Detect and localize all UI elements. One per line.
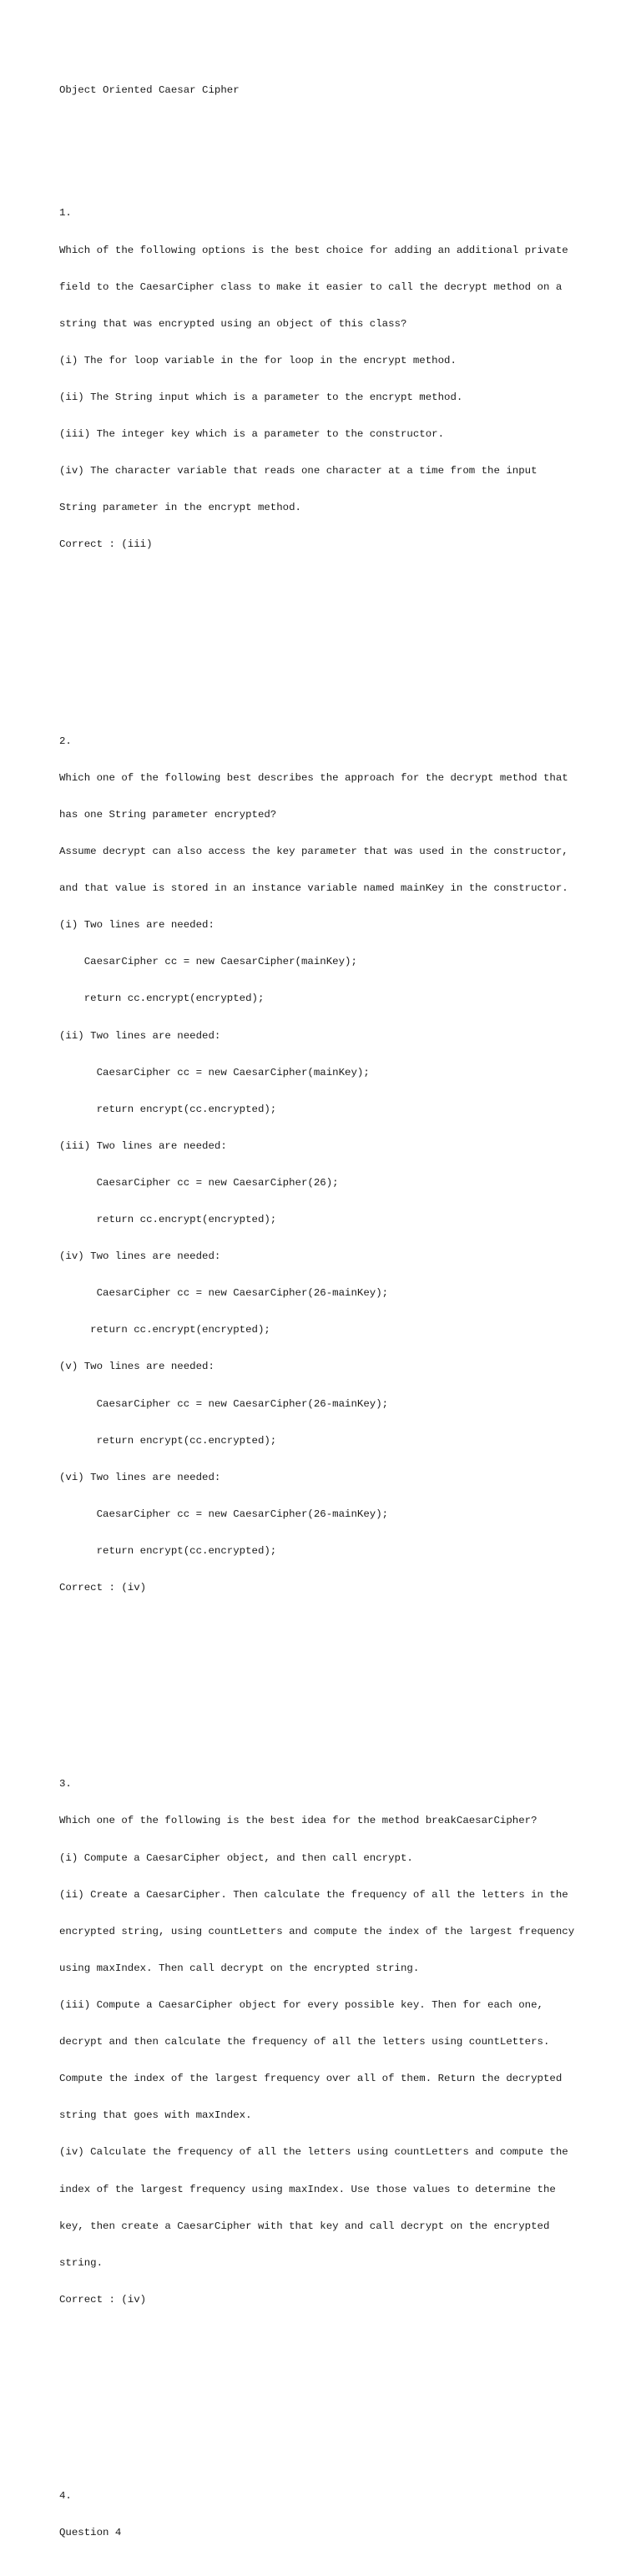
- code-line: CaesarCipher cc = new CaesarCipher(26-mainKey);: [59, 1287, 389, 1300]
- question-line: and that value is stored in an instance variable named mainKey in the constructor.: [59, 882, 568, 895]
- question-2: [59, 710, 627, 1619]
- spacer: [59, 1644, 627, 1668]
- question-line: Assume decrypt can also access the key parameter that was used in the constructor,: [59, 845, 568, 857]
- option-line: Compute the index of the largest frequency over all of them. Return the decrypted: [59, 2073, 563, 2085]
- code-line: CaesarCipher cc = new CaesarCipher(26-mainKey);: [59, 1397, 389, 1410]
- spacer: [59, 2404, 627, 2417]
- option-line: index of the largest frequency using maxIndex. Use those values to determine the: [59, 2183, 556, 2195]
- question-line: Question 4: [59, 2527, 122, 2539]
- option-line: string that goes with maxIndex.: [59, 2109, 252, 2122]
- option-line: (ii) Create a CaesarCipher. Then calculate the frequency of all the letters in the: [59, 1888, 568, 1901]
- code-line: return cc.encrypt(encrypted);: [59, 1214, 277, 1226]
- option-line: (iv) Two lines are needed:: [59, 1250, 221, 1263]
- correct-answer: Correct : (iv): [59, 2293, 147, 2306]
- code-line: CaesarCipher cc = new CaesarCipher(mainKey);: [59, 956, 357, 968]
- question-4: [59, 2466, 627, 2564]
- code-line: return encrypt(cc.encrypted);: [59, 1434, 277, 1447]
- option-line: string.: [59, 2256, 103, 2269]
- question-1: [59, 183, 627, 576]
- question-line: Which one of the following is the best idea for the method breakCaesarCipher?: [59, 1815, 538, 1827]
- code-line: CaesarCipher cc = new CaesarCipher(26-mainKey);: [59, 1508, 389, 1520]
- document-title: Object Oriented Caesar Cipher: [59, 84, 240, 97]
- option-line: String parameter in the encrypt method.: [59, 502, 301, 514]
- option-line: (iii) Two lines are needed:: [59, 1139, 227, 1152]
- spacer: [59, 600, 627, 624]
- option-line: (ii) The String input which is a parameter to the encrypt method.: [59, 391, 463, 403]
- option-line: key, then create a CaesarCipher with that key and call decrypt on the encrypted: [59, 2220, 550, 2232]
- spacer: [59, 122, 627, 134]
- question-number: 4.: [59, 2490, 72, 2503]
- question-line: string that was encrypted using an object of this class?: [59, 317, 407, 330]
- option-line: decrypt and then calculate the frequency of all the letters using countLetters.: [59, 2036, 550, 2048]
- question-line: has one String parameter encrypted?: [59, 808, 277, 821]
- code-line: CaesarCipher cc = new CaesarCipher(26);: [59, 1176, 339, 1189]
- question-number: 1.: [59, 207, 72, 220]
- option-line: (ii) Two lines are needed:: [59, 1029, 221, 1042]
- option-line: (iii) Compute a CaesarCipher object for every possible key. Then for each one,: [59, 1999, 543, 2012]
- code-line: return cc.encrypt(encrypted);: [59, 1324, 270, 1336]
- spacer: [59, 1692, 627, 1705]
- spacer: [59, 2355, 627, 2379]
- option-line: (i) Two lines are needed:: [59, 919, 215, 932]
- spacer: [59, 649, 627, 662]
- code-line: CaesarCipher cc = new CaesarCipher(mainKey);: [59, 1066, 370, 1078]
- correct-answer: Correct : (iv): [59, 1582, 147, 1594]
- option-line: (iii) The integer key which is a parameter to the constructor.: [59, 428, 445, 441]
- correct-answer: Correct : (iii): [59, 538, 153, 551]
- question-line: Which of the following options is the best choice for adding an additional private: [59, 244, 568, 256]
- option-line: (vi) Two lines are needed:: [59, 1471, 221, 1483]
- code-line: return encrypt(cc.encrypted);: [59, 1545, 277, 1558]
- option-line: (i) Compute a CaesarCipher object, and then call encrypt.: [59, 1851, 413, 1864]
- document-page: [59, 60, 627, 2576]
- question-3: [59, 1754, 627, 2331]
- question-number: 3.: [59, 1778, 72, 1791]
- question-line: Which one of the following best describes the approach for the decrypt method that: [59, 771, 568, 784]
- question-line: field to the CaesarCipher class to make it easier to call the decrypt method on a: [59, 280, 563, 293]
- code-line: return encrypt(cc.encrypted);: [59, 1103, 277, 1115]
- option-line: (iv) The character variable that reads one character at a time from the input: [59, 465, 538, 477]
- option-line: (i) The for loop variable in the for loop in the encrypt method.: [59, 354, 457, 366]
- option-line: (iv) Calculate the frequency of all the letters using countLetters and compute the: [59, 2146, 568, 2159]
- option-line: using maxIndex. Then call decrypt on the encrypted string.: [59, 1962, 420, 1974]
- option-line: (v) Two lines are needed:: [59, 1361, 215, 1373]
- code-line: return cc.encrypt(encrypted);: [59, 993, 265, 1005]
- question-number: 2.: [59, 735, 72, 747]
- option-line: encrypted string, using countLetters and compute the index of the largest frequency: [59, 1925, 575, 1937]
